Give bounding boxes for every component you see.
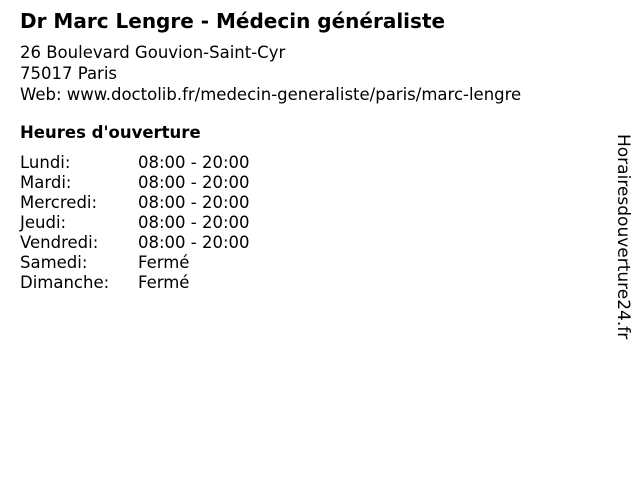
hours-row-friday: [20, 233, 250, 253]
day-label: Dimanche:: [20, 273, 110, 292]
day-hours: Fermé: [138, 253, 190, 272]
day-label: Mercredi:: [20, 193, 98, 212]
day-label: Vendredi:: [20, 233, 99, 252]
opening-hours-list: [20, 153, 250, 293]
day-label: Mardi:: [20, 173, 72, 192]
opening-hours-heading: Heures d'ouverture: [20, 123, 201, 142]
hours-row-thursday: [20, 213, 250, 233]
day-hours: 08:00 - 20:00: [138, 213, 250, 232]
day-label: Jeudi:: [20, 213, 67, 232]
website-line: Web: www.doctolib.fr/medecin-generaliste/paris/marc-lengre: [20, 85, 522, 104]
hours-row-saturday: [20, 253, 250, 273]
day-label: Lundi:: [20, 153, 71, 172]
address-city: 75017 Paris: [20, 64, 118, 83]
hours-row-monday: [20, 153, 250, 173]
site-watermark: Horairesdouverture24.fr: [613, 134, 633, 340]
day-hours: 08:00 - 20:00: [138, 153, 250, 172]
hours-row-tuesday: [20, 173, 250, 193]
hours-row-wednesday: [20, 193, 250, 213]
day-label: Samedi:: [20, 253, 88, 272]
day-hours: 08:00 - 20:00: [138, 173, 250, 192]
hours-row-sunday: [20, 273, 250, 293]
day-hours: Fermé: [138, 273, 190, 292]
address-street: 26 Boulevard Gouvion-Saint-Cyr: [20, 43, 286, 62]
day-hours: 08:00 - 20:00: [138, 233, 250, 252]
day-hours: 08:00 - 20:00: [138, 193, 250, 212]
page-title: Dr Marc Lengre - Médecin généraliste: [20, 9, 446, 33]
